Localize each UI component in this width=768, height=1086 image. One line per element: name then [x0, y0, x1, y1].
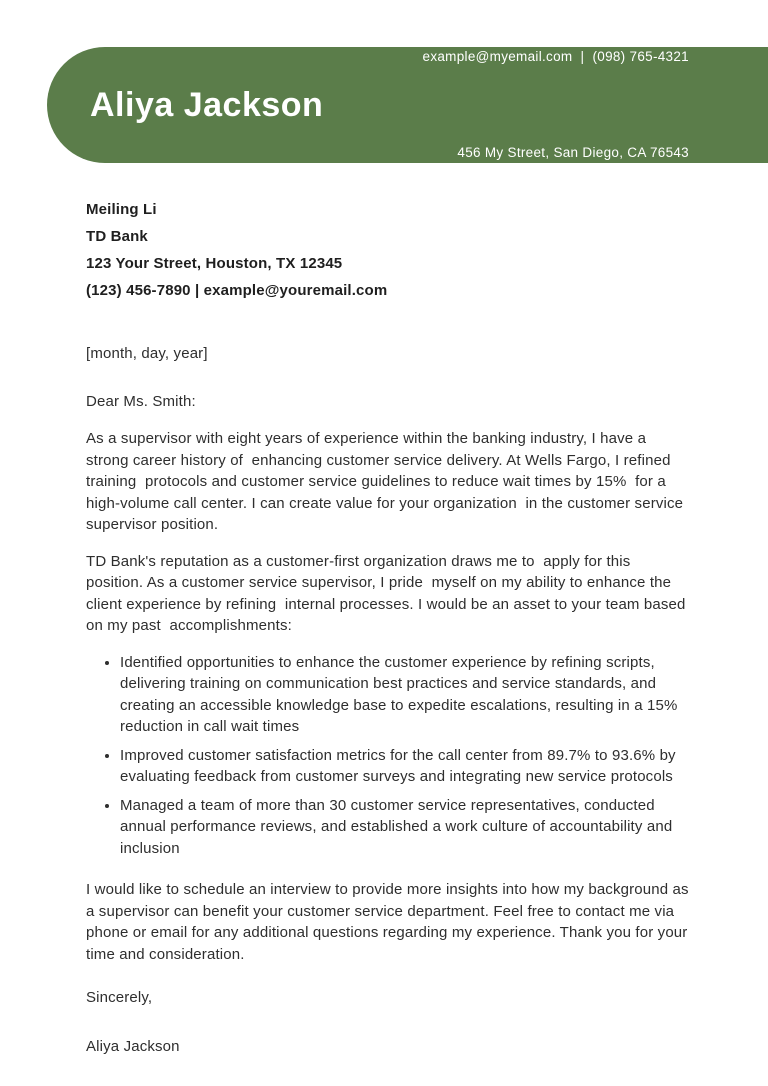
letter-body [86, 196, 694, 1057]
header-contact-address: 456 My Street, San Diego, CA 76543 [457, 145, 689, 160]
recipient-name: Meiling Li [86, 201, 157, 218]
recipient-company: TD Bank [86, 228, 148, 245]
closing-paragraph: I would like to schedule an interview to provide more insights into how my background as a supervisor can benefit your customer service department. Feel free to contact me via phone or email for any additional questions regarding my experience. Thank you for your time and consideration. [86, 881, 694, 963]
header-contact-email-phone: example@myemail.com | (098) 765-4321 [422, 49, 689, 64]
body-paragraph-2: TD Bank's reputation as a customer-first organization draws me to apply for this position. As a customer service supervisor, I pride myself on my ability to enhance the client experience by refining internal processes. I would be an asset to your team based on my past accomplishments: [86, 552, 690, 634]
recipient-block [86, 196, 690, 304]
list-item: • Managed a team of more than 30 customer service representatives, conducted annual performance reviews, and established a work culture of accountability and inclusion [120, 795, 690, 860]
candidate-name: Aliya Jackson [90, 85, 324, 124]
signoff: Sincerely, [86, 989, 153, 1006]
list-item: • Improved customer satisfaction metrics for the call center from 89.7% to 93.6% by evaluating feedback from customer surveys and integrating new service protocols [120, 745, 690, 788]
signature-name: Aliya Jackson [86, 1037, 180, 1055]
recipient-address: 123 Your Street, Houston, TX 12345 [86, 255, 343, 272]
header-band [47, 47, 768, 163]
salutation: Dear Ms. Smith: [86, 392, 196, 410]
list-item: • Identified opportunities to enhance the customer experience by refining scripts, delivering training on communication best practices and service standards, and creating an accessible knowledge base to expedite escalations, resulting in a 15% reduction in call wait times [120, 652, 690, 738]
recipient-phone-email: (123) 456-7890 | example@youremail.com [86, 282, 388, 299]
date-placeholder: [month, day, year] [86, 345, 208, 362]
body-paragraph-1: As a supervisor with eight years of experience within the banking industry, I have a strong career history of enhancing customer service delivery. At Wells Fargo, I refined training protocols and customer service guidelines to reduce wait times by 15% for a high-volume call center. I can create value for your organization in the customer service supervisor position. [86, 430, 688, 533]
accomplishments-list [86, 652, 690, 860]
